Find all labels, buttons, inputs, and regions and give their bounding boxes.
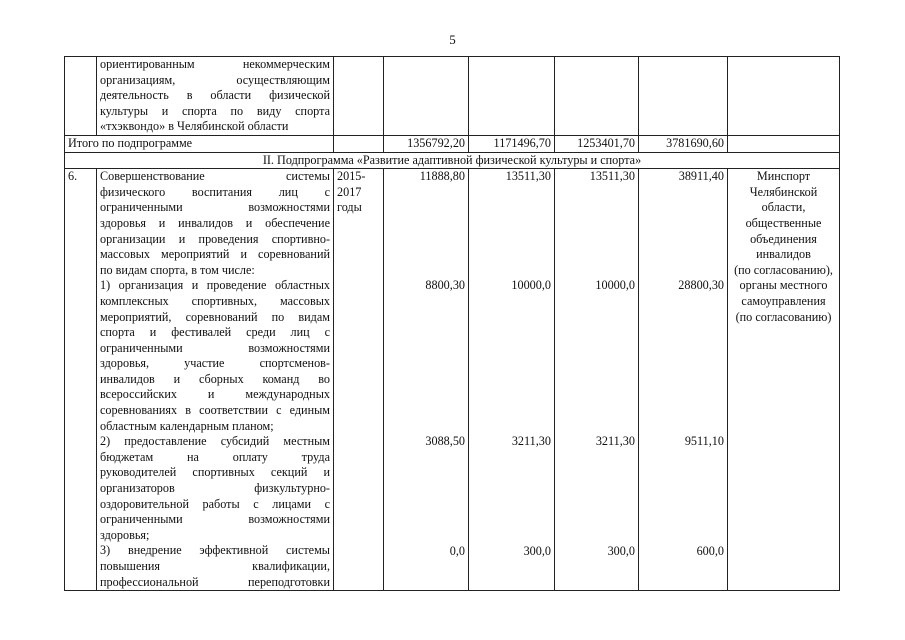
- cell-total-2015: 1356792,20: [384, 135, 469, 152]
- table-row-item-6: [65, 169, 840, 591]
- text-line: оздоровительной работы с лицами с: [100, 496, 330, 511]
- text-line: 2) предоставление субсидий местным: [100, 434, 330, 449]
- text-line: Совершенствование системы: [100, 169, 330, 184]
- text-line: профессиональной переподготовки: [100, 574, 330, 589]
- text-line: организации и проведения спортивно-: [100, 231, 330, 246]
- value-main-2016: 13511,30: [505, 169, 551, 184]
- value-sub2-2016: 3211,30: [511, 434, 551, 449]
- section-title: II. Подпрограмма «Развитие адаптивной физической культуры и спорта»: [65, 152, 840, 169]
- text-line: спорта и фестивалей среди лиц с: [100, 325, 330, 340]
- text-line: массовых мероприятий и соревнований: [100, 247, 330, 262]
- text-line: физического воспитания лиц с: [100, 184, 330, 199]
- text-line: организаторов физкультурно-: [100, 481, 330, 496]
- value-sub3-2015: 0,0: [449, 543, 465, 558]
- value-sub1-2016: 10000,0: [511, 278, 551, 293]
- value-sub2-total: 9511,10: [684, 434, 724, 449]
- cell-empty: [728, 135, 840, 152]
- text-line: 1) организация и проведение областных: [100, 278, 330, 293]
- text-line: здоровья и инвалидов и обеспечение: [100, 215, 330, 230]
- cell-item-description: [97, 169, 334, 591]
- text-line: ориентированным некоммерческим: [100, 57, 330, 71]
- value-main-total: 38911,40: [678, 169, 724, 184]
- text-line: повышения квалификации,: [100, 559, 330, 573]
- text-line: здоровья;: [100, 527, 150, 542]
- cell-values-total: [639, 169, 728, 591]
- value-sub1-2015: 8800,30: [425, 278, 465, 293]
- value-sub3-2016: 300,0: [523, 543, 551, 558]
- cell-values-2016: [469, 169, 555, 591]
- text-line: ограниченными возможностями: [100, 340, 330, 355]
- value-sub2-2017: 3211,30: [595, 434, 635, 449]
- cell-empty: [555, 57, 639, 136]
- text-line: областным календарным планом;: [100, 418, 274, 433]
- text-line: всероссийских и международных: [100, 387, 330, 402]
- text-line: соревнованиях в соответствии с единым: [100, 403, 330, 418]
- table-row-continuation: [65, 57, 840, 136]
- value-main-2017: 13511,30: [589, 169, 635, 184]
- table-row-subprogram-total: [65, 135, 840, 152]
- program-table: [64, 56, 840, 591]
- cell-item-number: 6.: [65, 169, 97, 591]
- value-sub3-total: 600,0: [696, 543, 724, 558]
- cell-executor: Минспорт Челябинской области, общественные объединения инвалидов (по согласованию), органы местного самоуправления (по согласованию): [728, 169, 840, 591]
- cell-total-sum: 3781690,60: [639, 135, 728, 152]
- text-line: «тхэквондо» в Челябинской области: [100, 119, 289, 134]
- cell-empty: [334, 57, 384, 136]
- text-line: здоровья, участие спортсменов-: [100, 356, 330, 371]
- cell-empty: [334, 135, 384, 152]
- text-line: руководителей спортивных секций и: [100, 465, 330, 480]
- value-sub1-total: 28800,30: [678, 278, 724, 293]
- text-line: 3) внедрение эффективной системы: [100, 543, 330, 558]
- cell-total-2016: 1171496,70: [469, 135, 555, 152]
- text-line: инвалидов и сборных команд во: [100, 371, 330, 386]
- cell-values-2017: [555, 169, 639, 591]
- cell-number-empty: [65, 57, 97, 136]
- cell-empty: [384, 57, 469, 136]
- text-line: ограниченными возможностями: [100, 512, 330, 527]
- value-main-2015: 11888,80: [419, 169, 465, 184]
- cell-empty: [728, 57, 840, 136]
- page-number: 5: [449, 32, 456, 47]
- text-line: по видам спорта, в том числе:: [100, 262, 255, 277]
- text-line: мероприятий, соревнований по видам: [100, 309, 330, 324]
- cell-total-2017: 1253401,70: [555, 135, 639, 152]
- cell-total-label: Итого по подпрограмме: [65, 135, 334, 152]
- text-line: бюджетам на оплату труда: [100, 449, 330, 464]
- text-line: деятельность в области физической: [100, 88, 330, 103]
- cell-item-period: 2015- 2017 годы: [334, 169, 384, 591]
- cell-continuation-text: [97, 57, 334, 136]
- value-sub2-2015: 3088,50: [425, 434, 465, 449]
- table-row-section-header: [65, 152, 840, 169]
- value-sub1-2017: 10000,0: [595, 278, 635, 293]
- value-sub3-2017: 300,0: [607, 543, 635, 558]
- cell-values-2015: [384, 169, 469, 591]
- text-line: ограниченными возможностями: [100, 200, 330, 215]
- cell-empty: [639, 57, 728, 136]
- text-line: организациям, осуществляющим: [100, 72, 330, 87]
- cell-empty: [469, 57, 555, 136]
- text-line: культуры и спорта по виду спорта: [100, 103, 330, 118]
- text-line: комплексных спортивных, массовых: [100, 293, 330, 308]
